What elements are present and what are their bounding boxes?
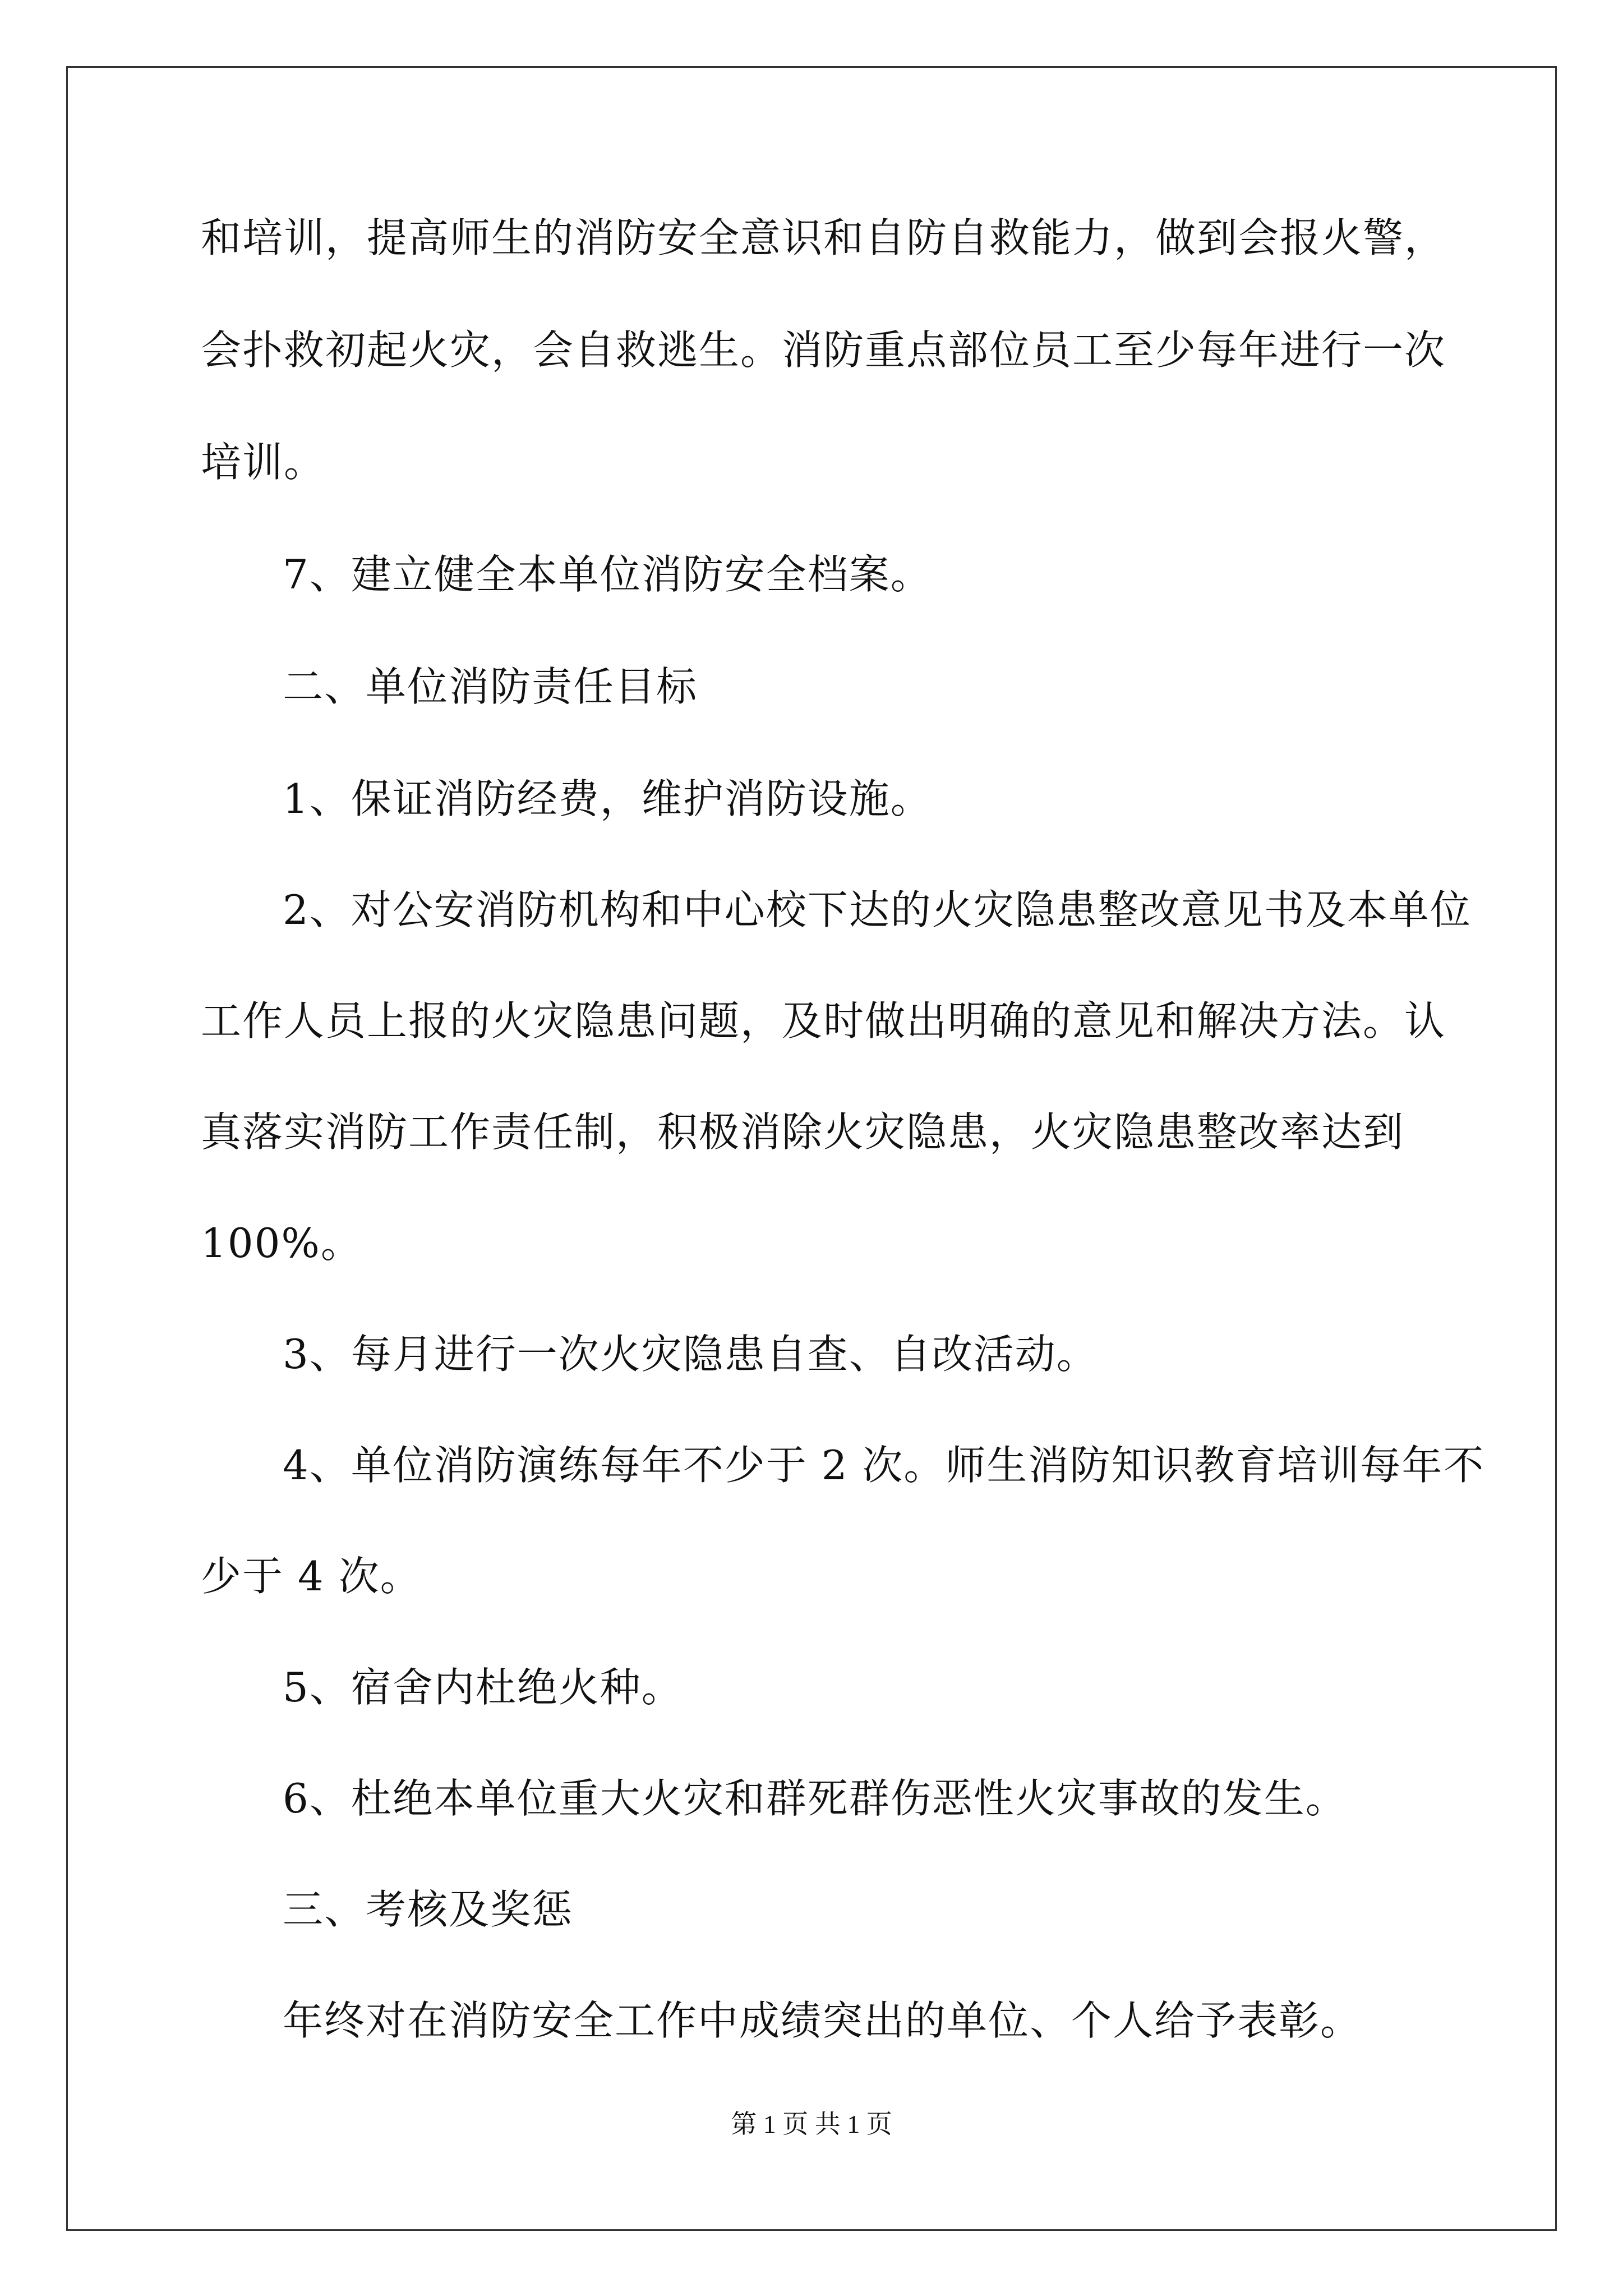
text-line: 6、杜绝本单位重大火灾和群死群伤恶性火灾事故的发生。 xyxy=(283,1775,1347,1822)
text-line: 2、对公安消防机构和中心校下达的火灾隐患整改意见书及本单位 xyxy=(283,886,1472,933)
page-number-footer: 第 1 页 共 1 页 xyxy=(731,2110,892,2138)
text-line: 100%。 xyxy=(201,1220,362,1267)
text-line: 培训。 xyxy=(201,439,326,486)
text-line: 7、建立健全本单位消防安全档案。 xyxy=(283,551,932,598)
text-line: 3、每月进行一次火灾隐患自查、自改活动。 xyxy=(283,1331,1098,1378)
text-line: 真落实消防工作责任制，积极消除火灾隐患，火灾隐患整改率达到 xyxy=(201,1108,1405,1156)
section-heading: 二、单位消防责任目标 xyxy=(283,663,698,710)
text-line: 和培训，提高师生的消防安全意识和自防自救能力，做到会报火警， xyxy=(201,214,1446,261)
text-line: 少于 4 次。 xyxy=(201,1553,422,1600)
section-heading: 三、考核及奖惩 xyxy=(283,1886,574,1933)
text-line: 工作人员上报的火灾隐患问题，及时做出明确的意见和解决方法。认 xyxy=(201,997,1446,1045)
text-line: 1、保证消防经费，维护消防设施。 xyxy=(283,775,932,822)
text-line: 4、单位消防演练每年不少于 2 次。师生消防知识教育培训每年不 xyxy=(283,1442,1485,1489)
text-line: 会扑救初起火灾，会自救逃生。消防重点部位员工至少每年进行一次 xyxy=(201,326,1446,374)
text-line: 5、宿舍内杜绝火种。 xyxy=(283,1664,683,1711)
text-line: 年终对在消防安全工作中成绩突出的单位、个人给予表彰。 xyxy=(283,1997,1362,2044)
